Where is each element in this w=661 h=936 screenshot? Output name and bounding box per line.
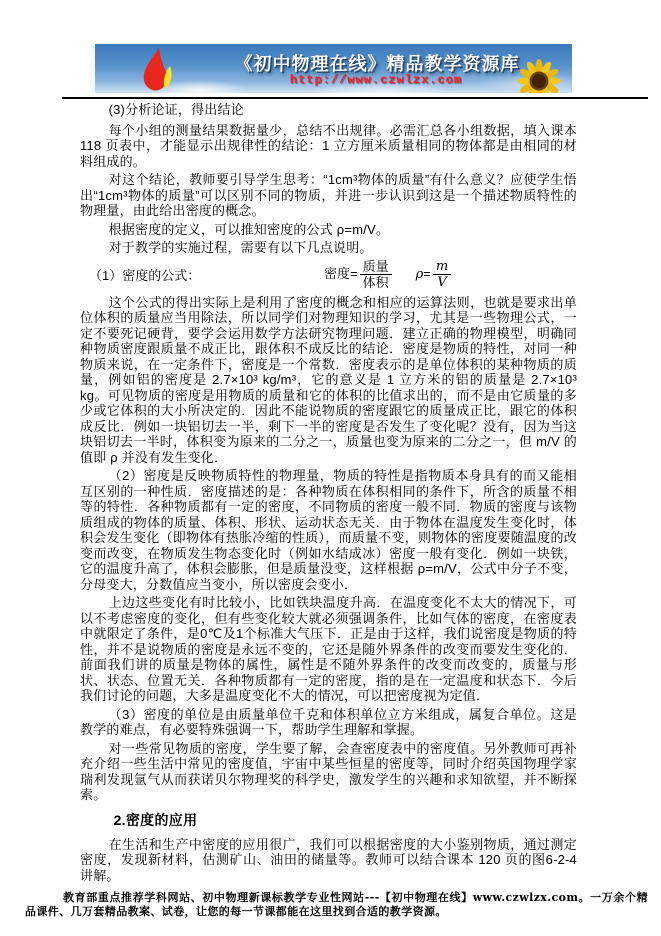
paragraph-material-characteristic: （2）密度是反映物质特性的物理量，物质的特性是指物质本身具有的而又能相互区别的一种性质．密度描述的是：各种物质在体积相同的条件下，所含的质量不相等的特性．各种物质都有一定的密度，不同物质的密度一般不同．物质的密度与该物质组成的物体的质量、体积、形状、运动状态无关．由于物体在温度发生变化时，体积会发生变化（即物体有热胀冷缩的性质），而质量不变，则物体的密度要随温度的改变而改变，在物质发生物态变化时（例如水结成冰）密度一般有变化．例如一块铁，它的温度升高了，体积会膨胀，但是质量没变，这样根据 ρ=m/V，公式中分子不变，分母变大，分数值应当变小，所以密度会变小． — [80, 468, 577, 592]
section-analysis-heading: (3)分析论证，得出结论 — [108, 102, 244, 117]
paragraph-teaching-notes: 对于教学的实施过程，需要有以下几点说明。 — [108, 240, 373, 255]
fraction-numerator: 质量 — [360, 259, 392, 275]
equals-sign: = — [423, 265, 431, 281]
paragraph-common-densities: 对一些常见物质的密度，学生要了解，会查密度表中的密度值。另外教师可再补充介绍一些生活中常见的密度值，宇宙中某些恒星的密度等，同时介绍英国物理学家瑞利发现氩气从而获诺贝尔物理奖的科学史，激发学生的兴趣和求知欲望，并不断探索。 — [80, 740, 577, 802]
header-divider — [62, 97, 648, 99]
paragraph-density-unit: （3）密度的单位是由质量单位千克和体积单位立方米组成，属复合单位。这是教学的难点，有必要特殊强调一下，帮助学生理解和掌握。 — [80, 706, 577, 737]
section-application-heading: 2.密度的应用 — [113, 811, 198, 828]
paragraph-group-results: 每个小组的测量结果数据量少，总结不出规律。必需汇总各小组数据，填入课本 118 页表中，才能显示出规律性的结论：1 立方厘米质量相同的物体都是由相同的材料组成的。 — [80, 122, 577, 169]
formula-label: （1）密度的公式： — [89, 267, 201, 283]
flame-logo-icon — [131, 47, 177, 93]
paragraph-formula-explanation: 这个公式的得出实际上是利用了密度的概念和相应的运算法则，也就是要求出单位体积的质量应当用除法，所以同学们对物理知识的学习，尤其是一些物理公式，一定不要死记硬背，要学会运用数学方法研究物理问题．建立正确的物理模型，明确同种物质密度跟质量不成正比，跟体积不成反比的结论．密度是物质的特性，对同一种物质来说，在一定条件下，密度是一个常数．密度表示的是单位体积的某种物质的质量，例如铝的密度是 2.7×10³ kg/m³，它的意义是 1 立方米的铝的质量是 2.7×10³ kg。可见物质的密度是用物质的质量和它的体积的比值求出的，而不是由它质量的多少或它体积的大小所决定的．因此不能说物质的密度跟它的质量成正比，跟它的体积成反比．例如一块铝切去一半，剩下一半的密度是否发生了变化呢？没有，因为当这块铝切去一半时，体积变为原来的二分之一，质量也变为原来的二分之一，但 m/V 的值即 ρ 并没有发生变化． — [80, 294, 577, 465]
mass-volume-fraction — [360, 259, 392, 290]
page-footer: 教育部重点推荐学科网站、初中物理新课标教学专业性网站---【初中物理在线】www.czwlzx.com。一万余个精品课件、几万套精品教案、试卷，让您的每一节课都能在这里找到合适的教学资源。 — [25, 891, 648, 918]
document-body — [80, 102, 577, 883]
equals-sign: = — [350, 265, 358, 281]
fraction-denominator: 体积 — [362, 274, 389, 290]
paragraph-application: 在生活和生产中密度的应用很广，我们可以根据密度的大小鉴别物质，通过测定密度，发现新材料，估测矿山、油田的储量等。教师可以结合课本 120 页的图6-2-4 讲解。 — [80, 836, 577, 883]
banner-url: http://www.czwlzx.com — [289, 73, 463, 87]
sunflower-icon — [509, 54, 571, 93]
m-over-v-fraction — [433, 259, 451, 290]
density-formula-row — [80, 259, 577, 290]
paragraph-density-definition: 根据密度的定义，可以推知密度的公式 ρ=m/V。 — [108, 221, 390, 237]
fraction-numerator: m — [433, 259, 451, 275]
site-banner — [90, 44, 572, 93]
paragraph-condition-changes: 上边这些变化有时比较小，比如铁块温度升高．在温度变化不太大的情况下，可以不考虑密度的变化，但有些变化较大就必须强调条件，比如气体的密度，在密度表中就限定了条件，是0℃及1个标准大气压下．正是由于这样，我们说密度是物质的特性，并不是说物质的密度是永远不变的，它还是随外界条件的改变而要发生变化的．前面我们讲的质量是物体的属性，属性是不随外界条件的改变而改变的，质量与形状、状态、位置无关．各种物质都有一定的密度，指的是在一定温度和状态下．今后我们讨论的问题，大多是温度变化不大的情况，可以把密度视为定值． — [80, 595, 577, 703]
formula-lhs: 密度 — [324, 265, 351, 281]
density-formula — [200, 259, 577, 290]
rho-symbol: ρ — [415, 266, 424, 282]
fraction-denominator: V — [437, 274, 447, 290]
paragraph-conclusion-guide: 对这个结论，教师要引导学生思考：“1cm³物体的质量”有什么意义？应使学生悟出“1cm³物体的质量”可以区别不同的物质，并进一步认识到这是一个描述物质特性的物理量，由此给出密度的概念。 — [80, 172, 577, 218]
banner-title: 《初中物理在线》精品教学资源库 — [234, 54, 520, 75]
